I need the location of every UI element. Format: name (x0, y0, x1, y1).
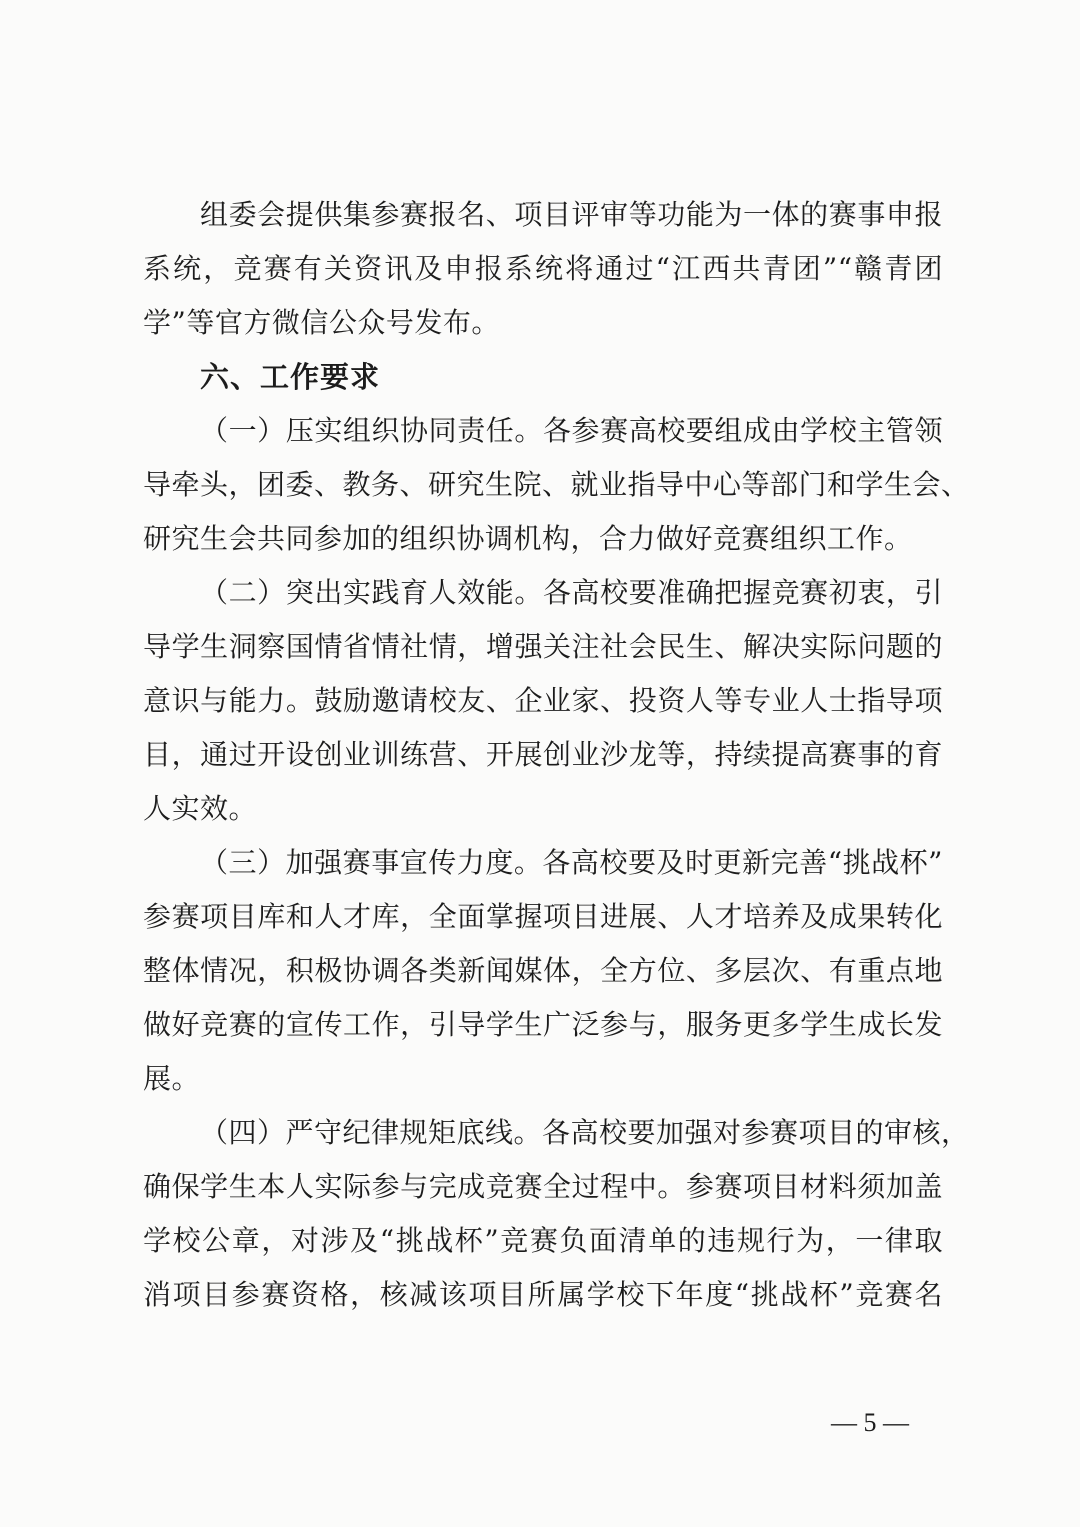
text-line: 系统，竞赛有关资讯及申报系统将通过“江西共青团”“赣青团 (143, 252, 943, 285)
text-line: 做好竞赛的宣传工作，引导学生广泛参与，服务更多学生成长发 (143, 1008, 943, 1041)
text-line: 学”等官方微信公众号发布。 (143, 306, 500, 339)
text-line: 学校公章，对涉及“挑战杯”竞赛负面清单的违规行为，一律取 (143, 1224, 943, 1257)
section-heading: 六、工作要求 (200, 360, 381, 394)
text-line: 消项目参赛资格，核减该项目所属学校下年度“挑战杯”竞赛名 (143, 1278, 943, 1311)
text-line: 导牵头，团委、教务、研究生院、就业指导中心等部门和学生会、 (143, 468, 970, 501)
text-line: 人实效。 (143, 792, 258, 825)
text-line: 参赛项目库和人才库，全面掌握项目进展、人才培养及成果转化 (143, 900, 943, 933)
text-line: 组委会提供集参赛报名、项目评审等功能为一体的赛事申报 (200, 198, 943, 231)
text-line: （一）压实组织协同责任。各参赛高校要组成由学校主管领 (200, 414, 943, 447)
text-line: （二）突出实践育人效能。各高校要准确把握竞赛初衷，引 (200, 576, 943, 609)
text-line: 展。 (143, 1062, 201, 1095)
text-line: 导学生洞察国情省情社情，增强关注社会民生、解决实际问题的 (143, 630, 943, 663)
text-line: 研究生会共同参加的组织协调机构，合力做好竞赛组织工作。 (143, 522, 913, 555)
text-line: 意识与能力。鼓励邀请校友、企业家、投资人等专业人士指导项 (143, 684, 943, 717)
text-line: 目，通过开设创业训练营、开展创业沙龙等，持续提高赛事的育 (143, 738, 943, 771)
text-line: 整体情况，积极协调各类新闻媒体，全方位、多层次、有重点地 (143, 954, 943, 987)
page-number: — 5 — (831, 1408, 909, 1437)
text-line: 确保学生本人实际参与完成竞赛全过程中。参赛项目材料须加盖 (143, 1170, 943, 1203)
text-line: （三）加强赛事宣传力度。各高校要及时更新完善“挑战杯” (200, 846, 943, 879)
text-line: （四）严守纪律规矩底线。各高校要加强对参赛项目的审核， (200, 1116, 970, 1149)
